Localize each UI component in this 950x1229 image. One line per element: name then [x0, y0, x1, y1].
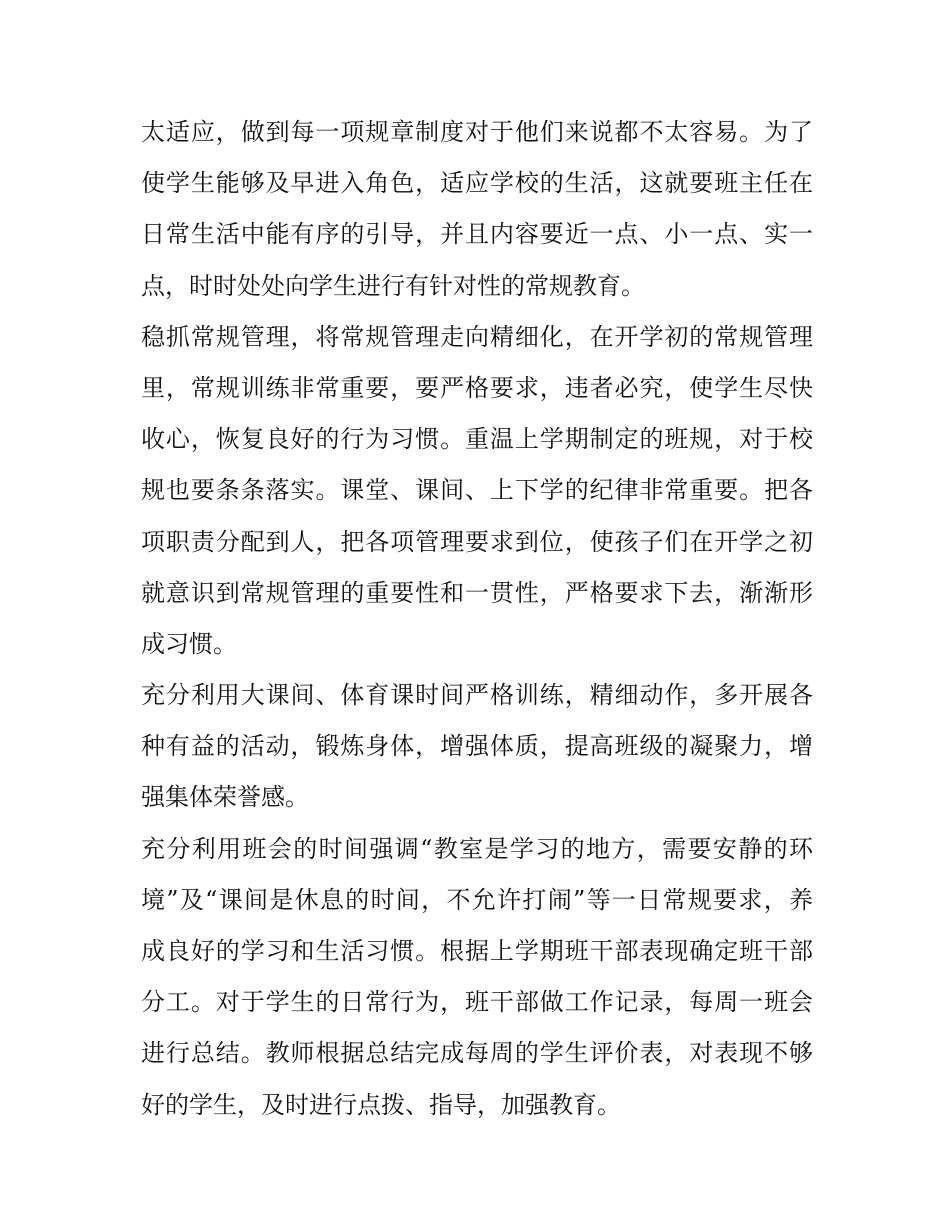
text-line: 充分利用大课间、体育课时间严格训练，精细动作，多开展各 [141, 681, 813, 710]
text-line: 点，时时处处向学生进行有针对性的常规教育。 [141, 271, 645, 300]
text-line: 稳抓常规管理，将常规管理走向精细化，在开学初的常规管理 [141, 322, 813, 351]
text-line: 使学生能够及早进入角色，适应学校的生活，这就要班主任在 [141, 169, 813, 198]
text-line: 境”及“课间是休息的时间，不允许打闹”等一日常规要求，养 [141, 885, 813, 914]
text-line: 进行总结。教师根据总结完成每周的学生评价表，对表现不够 [141, 1039, 813, 1068]
document-body [141, 107, 813, 1131]
text-line: 成良好的学习和生活习惯。根据上学期班干部表现确定班干部 [141, 937, 813, 965]
paragraph-1 [141, 107, 813, 312]
text-line: 好的学生，及时进行点拨、指导，加强教育。 [141, 1090, 621, 1119]
text-line: 强集体荣誉感。 [141, 783, 309, 812]
text-line: 太适应，做到每一项规章制度对于他们来说都不太容易。为了 [141, 118, 813, 146]
text-line: 种有益的活动，锻炼身体，增强体质，提高班级的凝聚力，增 [141, 732, 813, 761]
text-line: 成习惯。 [141, 629, 237, 658]
text-line: 就意识到常规管理的重要性和一贯性，严格要求下去，渐渐形 [141, 578, 813, 607]
text-line: 日常生活中能有序的引导，并且内容要近一点、小一点、实一 [141, 220, 813, 249]
text-line: 规也要条条落实。课堂、课间、上下学的纪律非常重要。把各 [141, 476, 813, 505]
text-line: 充分利用班会的时间强调“教室是学习的地方，需要安静的环 [141, 834, 813, 863]
paragraph-2 [141, 312, 813, 670]
text-line: 收心，恢复良好的行为习惯。重温上学期制定的班规，对于校 [141, 425, 813, 454]
text-line: 里，常规训练非常重要，要严格要求，违者必究，使学生尽快 [141, 373, 813, 402]
text-line: 分工。对于学生的日常行为，班干部做工作记录，每周一班会 [141, 988, 813, 1017]
text-line: 项职责分配到人，把各项管理要求到位，使孩子们在开学之初 [141, 527, 813, 556]
paragraph-4 [141, 824, 813, 1131]
paragraph-3 [141, 670, 813, 824]
